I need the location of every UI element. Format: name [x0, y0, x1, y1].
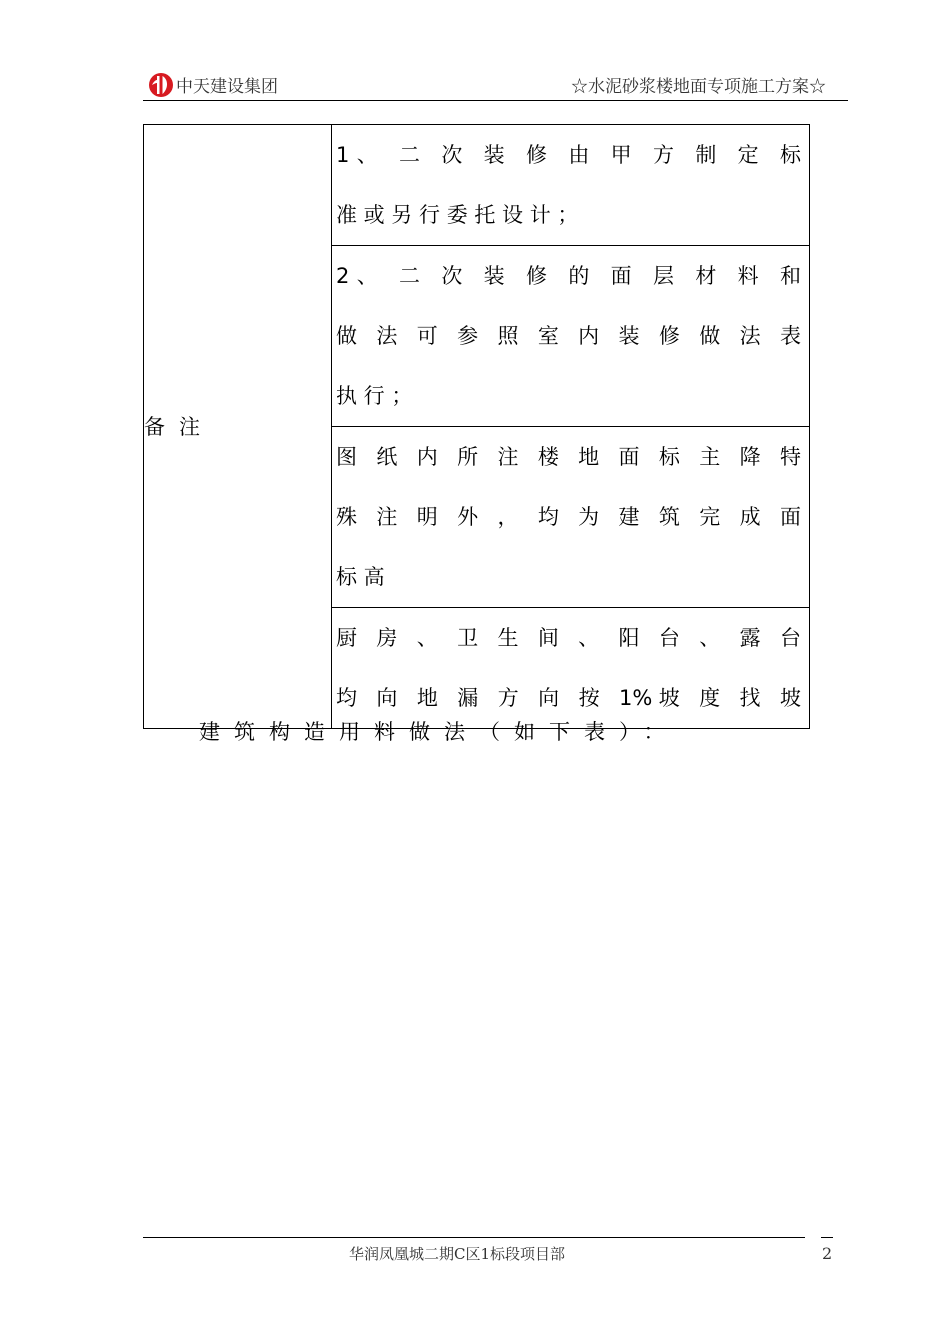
remarks-label-cell — [144, 125, 332, 729]
remark-2-line-1: 2、 二 次 装 修 的 面 层 材 料 和 — [336, 264, 801, 288]
remark-4-line-1: 厨 房 、 卫 生 间 、 阳 台 、 露 台 — [336, 626, 801, 650]
header-document-title: ☆水泥砂浆楼地面专项施工方案☆ — [571, 77, 826, 97]
footer-divider — [143, 1237, 805, 1238]
remark-2-line-2: 做 法 可 参 照 室 内 装 修 做 法 表 — [336, 324, 801, 348]
remarks-label: 备注 — [144, 414, 214, 439]
remark-3-line-3: 标 高 — [336, 565, 385, 589]
remark-1-line-2: 准 或 另 行 委 托 设 计 ； — [336, 203, 579, 227]
company-logo-icon — [148, 72, 174, 98]
remark-cell-4 — [332, 608, 810, 729]
remark-cell-3 — [332, 427, 810, 608]
footer-page-tick — [821, 1237, 833, 1238]
page-header — [143, 66, 848, 101]
remark-1-line-1: 1、 二 次 装 修 由 甲 方 制 定 标 — [336, 143, 801, 167]
remark-3-line-2: 殊 注 明 外 ， 均 为 建 筑 完 成 面 — [336, 505, 801, 529]
remark-3-line-1: 图 纸 内 所 注 楼 地 面 标 主 降 特 — [336, 445, 801, 469]
construction-materials-caption: 建筑构造用料做法（如下表）： — [199, 720, 679, 744]
remark-2-line-3: 执 行 ； — [336, 384, 413, 408]
remark-cell-2 — [332, 246, 810, 427]
remarks-table — [143, 124, 810, 729]
page-number: 2 — [822, 1244, 833, 1263]
table-row — [144, 125, 810, 246]
footer-project-name: 华润凤凰城二期C区1标段项目部 — [349, 1245, 566, 1263]
header-company-name: 中天建设集团 — [176, 77, 278, 97]
remark-cell-1 — [332, 125, 810, 246]
remark-4-line-2: 均 向 地 漏 方 向 按 1%坡 度 找 坡 — [336, 686, 801, 710]
